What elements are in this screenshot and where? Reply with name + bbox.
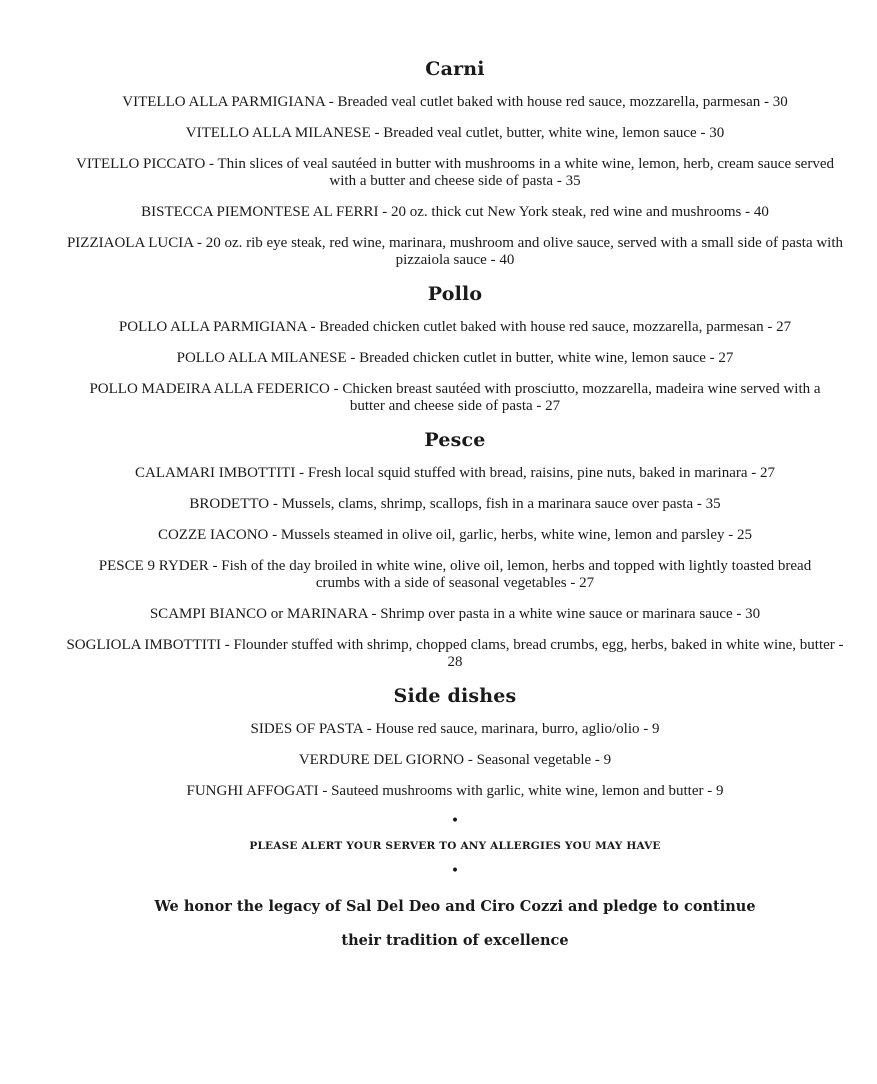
- menu-item: BISTECCA PIEMONTESE AL FERRI - 20 oz. thick cut New York steak, red wine and mushrooms - 40: [141, 204, 769, 220]
- menu-item: POLLO ALLA MILANESE - Breaded chicken cutlet in butter, white wine, lemon sauce - 27: [176, 350, 734, 366]
- menu-item: CALAMARI IMBOTTITI - Fresh local squid stuffed with bread, raisins, pine nuts, baked in marinara - 27: [134, 465, 775, 481]
- menu-item: PESCE 9 RYDER - Fish of the day broiled in white wine, olive oil, lemon, herbs and topped with lightly toasted bread crumbs with a side of seasonal vegetables - 27: [98, 558, 812, 591]
- section-title: Pesce: [424, 429, 486, 451]
- menu-item: PIZZIAOLA LUCIA - 20 oz. rib eye steak, red wine, marinara, mushroom and olive sauce, served with a small side of pasta with pizzaiola sauce - 40: [66, 235, 844, 268]
- section-title: Side dishes: [393, 685, 517, 707]
- section-pollo: [40, 283, 870, 415]
- legacy-statement-line-2: their tradition of excellence: [341, 932, 569, 949]
- menu-item: VITELLO ALLA MILANESE - Breaded veal cutlet, butter, white wine, lemon sauce - 30: [185, 125, 725, 141]
- section-side-dishes: [40, 685, 870, 800]
- legacy-statement-line-1: We honor the legacy of Sal Del Deo and Ciro Cozzi and pledge to continue: [154, 898, 756, 915]
- menu-page: [40, 58, 870, 958]
- section-title: Carni: [425, 58, 485, 80]
- menu-item: POLLO MADEIRA ALLA FEDERICO - Chicken breast sautéed with prosciutto, mozzarella, madeira wine served with a butter and cheese side of pasta - 27: [89, 381, 821, 414]
- section-carni: [40, 58, 870, 269]
- bullet-divider: •: [450, 863, 460, 879]
- bullet-divider: •: [450, 813, 460, 829]
- menu-item: SCAMPI BIANCO or MARINARA - Shrimp over pasta in a white wine sauce or marinara sauce - 30: [149, 606, 761, 622]
- menu-item: VITELLO ALLA PARMIGIANA - Breaded veal cutlet baked with house red sauce, mozzarella, parmesan - 30: [122, 94, 788, 110]
- menu-item: SOGLIOLA IMBOTTITI - Flounder stuffed with shrimp, chopped clams, bread crumbs, egg, herbs, baked in white wine, butter - 28: [66, 637, 844, 670]
- menu-item: BRODETTO - Mussels, clams, shrimp, scallops, fish in a marinara sauce over pasta - 35: [189, 496, 721, 512]
- section-pesce: [40, 429, 870, 671]
- menu-item: VERDURE DEL GIORNO - Seasonal vegetable - 9: [298, 752, 612, 768]
- section-title: Pollo: [427, 283, 483, 305]
- allergy-alert: PLEASE ALERT YOUR SERVER TO ANY ALLERGIES YOU MAY HAVE: [249, 840, 661, 852]
- menu-item: VITELLO PICCATO - Thin slices of veal sautéed in butter with mushrooms in a white wine, lemon, herb, cream sauce served with a butter and cheese side of pasta - 35: [75, 156, 834, 189]
- menu-item: FUNGHI AFFOGATI - Sauteed mushrooms with garlic, white wine, lemon and butter - 9: [186, 783, 724, 799]
- menu-item: SIDES OF PASTA - House red sauce, marinara, burro, aglio/olio - 9: [250, 721, 660, 737]
- menu-item: POLLO ALLA PARMIGIANA - Breaded chicken cutlet baked with house red sauce, mozzarella, parmesan - 27: [118, 319, 792, 335]
- menu-item: COZZE IACONO - Mussels steamed in olive oil, garlic, herbs, white wine, lemon and parsley - 25: [157, 527, 753, 543]
